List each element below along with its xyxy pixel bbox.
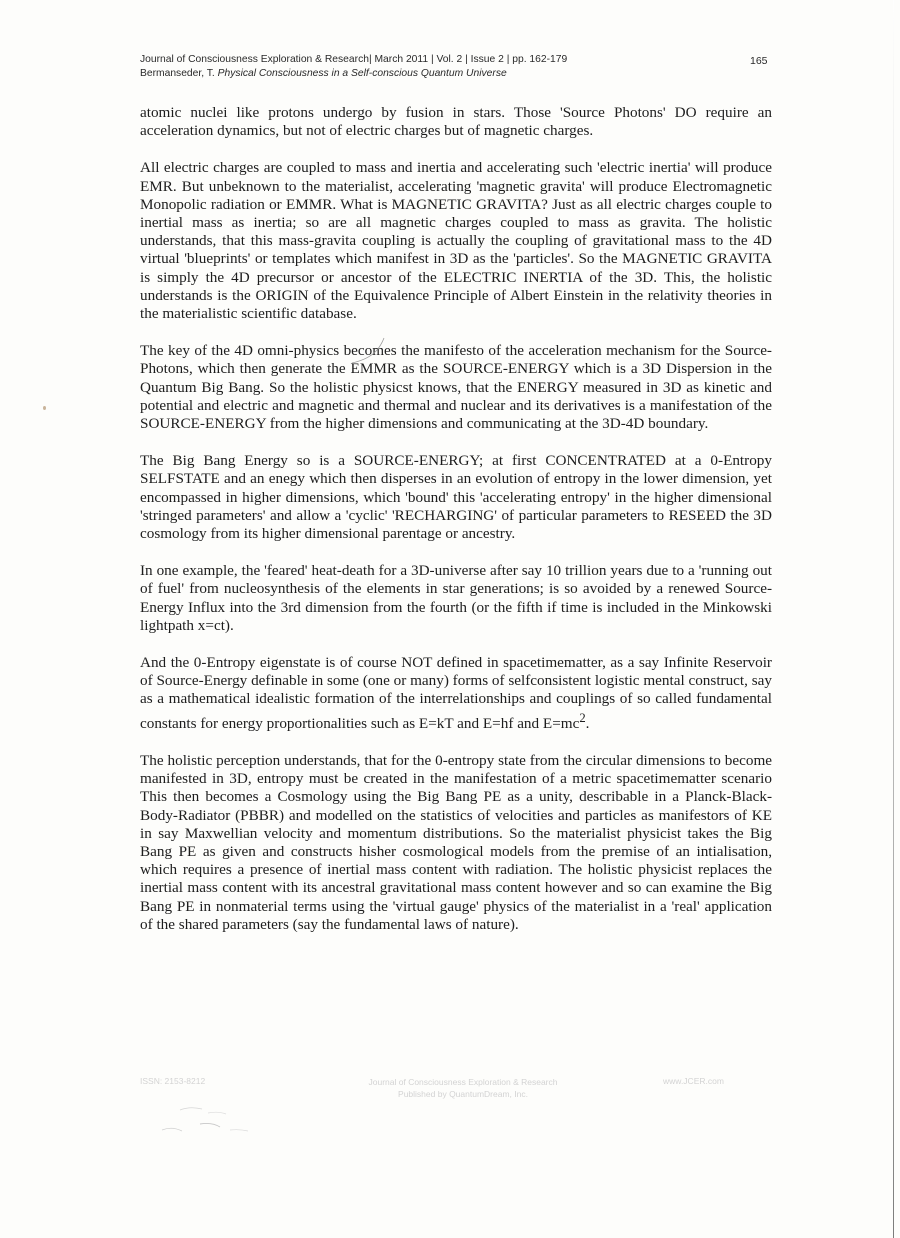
article-title: Physical Consciousness in a Self-conscious Quantum Universe bbox=[217, 68, 507, 79]
paragraph-7: The holistic perception understands, that for the 0-entropy state from the circular dimensions to become manifested in 3D, entropy must be created in the manifestation of a metric spacetimematter scenario This then becomes a Cosmology using the Big Bang PE as a unity, describable in a Planck-Black-Body-Radiator (PBBR) and modelled on the statistics of velocities and particles as manifestors of KE in say Maxwellian velocity and momentum distributions. So the materialist physicist takes the Big Bang PE as given and constructs hisher cosmological models from the premise of an intialisation, which requires a presence of inertial mass content with radiation. The holistic physicist replaces the inertial mass content with its ancestral gravitational mass content however and so can examine the Big Bang PE in nonmaterial terms using the 'virtual gauge' physics of the materialist in a 'real' application of the shared parameters (say the fundamental laws of nature). bbox=[140, 751, 772, 933]
paragraph-5: In one example, the 'feared' heat-death for a 3D-universe after say 10 trillion years due to a 'running out of fuel' from nucleosynthesis of the elements in star generations; is so avoided by a renewed Source-Energy Influx into the 3rd dimension from the fourth (or the fifth if time is included in the Minkowski lightpath x=ct). bbox=[140, 562, 772, 634]
journal-citation: Journal of Consciousness Exploration & Research| March 2011 | Vol. 2 | Issue 2 | pp. 162-179 bbox=[140, 54, 568, 65]
paragraph-3: The key of the 4D omni-physics becomes the manifesto of the acceleration mechanism for the Source-Photons, which then generate the EMMR as the SOURCE-ENERGY which is a 3D Dispersion in the Quantum Big Bang. So the holistic physicst knows, that the ENERGY measured in 3D as kinetic and potential and electric and magnetic and thermal and nuclear and its derivatives is a manifestation of the SOURCE-ENERGY from the higher dimensions and communicating at the 3D-4D boundary. bbox=[140, 342, 772, 433]
footer-publisher: Published by QuantumDream, Inc. bbox=[398, 1089, 528, 1099]
scan-speck bbox=[43, 406, 46, 410]
paragraph-6 bbox=[140, 654, 772, 733]
footer-issn: ISSN: 2153-8212 bbox=[140, 1076, 206, 1086]
running-header bbox=[140, 53, 775, 81]
article-body bbox=[140, 104, 772, 953]
footer-journal: Journal of Consciousness Exploration & Research bbox=[368, 1077, 558, 1087]
footer-center bbox=[348, 1076, 578, 1100]
paragraph-6-text: And the 0-Entropy eigenstate is of course NOT defined in spacetimematter, as a say Infinite Reservoir of Source-Energy definable in some (one or many) forms of selfconsistent logistic mental construct, say as a mathematical idealistic formation of the interrelationships and couplings of so called fundamental constants for energy proportionalities such as E=kT and E=hf and E=mc bbox=[140, 654, 772, 732]
author-name: Bermanseder, T. bbox=[140, 68, 215, 79]
pen-stroke-mark bbox=[348, 336, 388, 366]
scan-smudge bbox=[160, 1100, 270, 1140]
paragraph-6-tail: . bbox=[585, 714, 590, 732]
scan-edge-shadow bbox=[893, 0, 894, 1238]
paragraph-1: atomic nuclei like protons undergo by fusion in stars. Those 'Source Photons' DO require an acceleration dynamics, but not of electric charges but of magnetic charges. bbox=[140, 104, 772, 140]
footer-url: www.JCER.com bbox=[663, 1076, 724, 1086]
paragraph-4: The Big Bang Energy so is a SOURCE-ENERGY; at first CONCENTRATED at a 0-Entropy SELFSTATE and an enegy which then disperses in an evolution of entropy in the lower dimension, yet encompassed in higher dimensions, which 'bound' this 'accelerating entropy' in the higher dimensional 'stringed parameters' and allow a 'cyclic' 'RECHARGING' of particular parameters to RESEED the 3D cosmology from its higher dimensional parentage or ancestry. bbox=[140, 452, 772, 543]
exponent: 2 bbox=[579, 710, 586, 725]
paragraph-2: All electric charges are coupled to mass and inertia and accelerating such 'electric inertia' will produce EMR. But unbeknown to the materialist, accelerating 'magnetic gravita' will produce Electromagnetic Monopolic radiation or EMMR. What is MAGNETIC GRAVITA? Just as all electric charges couple to inertial mass as inertia; so are all magnetic charges coupled to mass as gravita. The holistic understands, that this mass-gravita coupling is actually the coupling of gravitational mass to the 4D virtual 'blueprints' or templates which manifest in 3D as the 'particles'. So the MAGNETIC GRAVITA is simply the 4D precursor or ancestor of the ELECTRIC INERTIA of the 3D. This, the holistic understands is the ORIGIN of the Equivalence Principle of Albert Einstein in the relativity theories in the materialistic scientific database. bbox=[140, 159, 772, 323]
page-number: 165 bbox=[750, 55, 768, 67]
author-title-line bbox=[140, 67, 775, 81]
